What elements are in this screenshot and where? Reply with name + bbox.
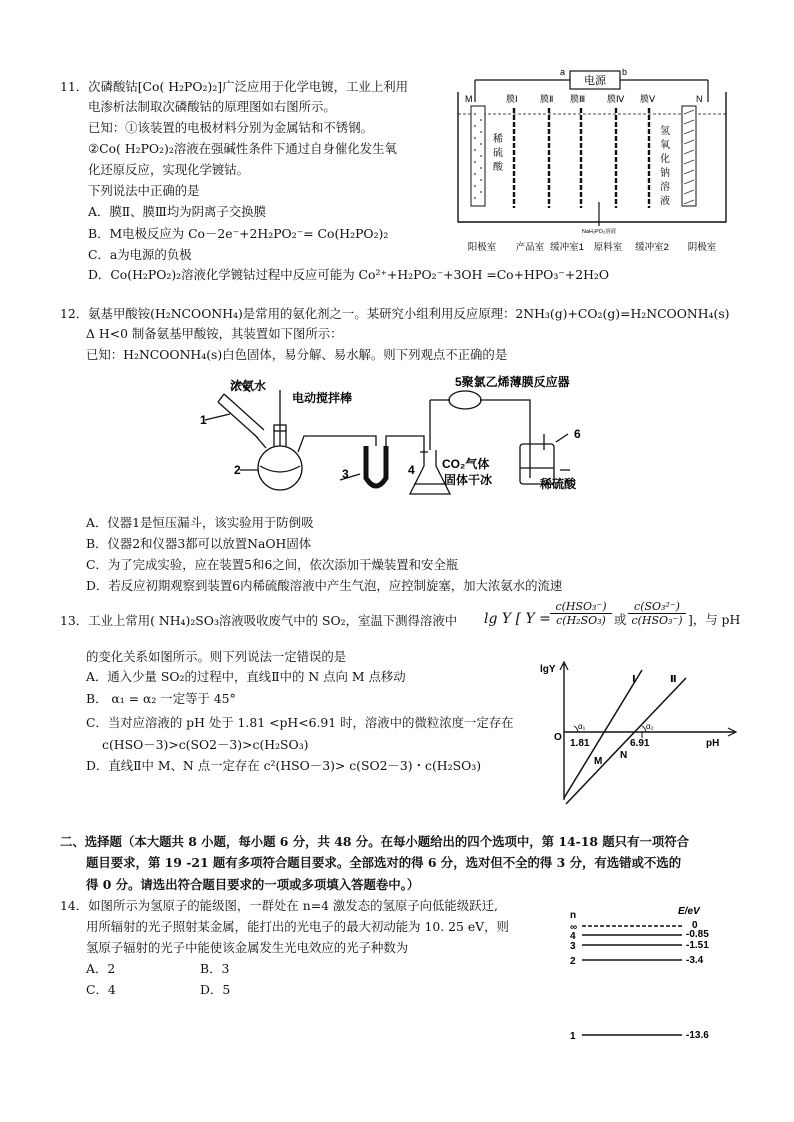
line-i [564,670,642,798]
level-inf-e: 0 [692,920,698,931]
film-reactor [449,391,481,409]
chart-xlabel: pH [706,738,720,749]
right-solution-char-3: 化 [660,154,670,165]
label-n1: 1 [200,413,207,427]
q14-stem-line-3: 氢原子辐射的光子中能使该金属发生光电效应的光子种数为 [86,940,409,955]
q12-option-b[interactable]: B．仪器2和仪器3都可以放置NaOH固体 [86,536,312,551]
q11-option-d[interactable]: D．Co(H₂PO₂)₂溶液化学镀钴过程中反应可能为 Co²⁺+H₂PO₂⁻+3OH =Co+HPO₃⁻+2H₂O [88,267,610,282]
right-solution-char-5: 溶 [660,182,670,193]
label-n2: 2 [234,463,241,477]
section-2-instructions-3: 得 0 分。请选出符合题目要求的一项或多项填入答题卷中。） [86,877,420,892]
label-n4: 4 [408,463,415,477]
q13-stem-line-1-end: ]，与 pH [688,612,741,627]
membrane-label-1: 膜Ⅰ [506,94,518,104]
membrane-label-3: 膜Ⅲ [570,94,586,104]
q11-stem-line-1: 11．次磷酸钴[Co( H₂PO₂)₂]广泛应用于化学电镀，工业上利用 [60,79,408,94]
q11-option-c[interactable]: C．a为电源的负极 [88,247,192,262]
q13-fraction-1-den: c(H₂SO₃) [550,613,612,627]
terminal-a: a [560,67,566,77]
q12-option-c[interactable]: C．为了完成实验，应在装置5和6之间，依次添加干燥装置和安全瓶 [86,557,459,572]
q13-stem-line-2: 的变化关系如图所示。则下列说法一定错误的是 [86,649,347,664]
label-dry-ice: 固体干冰 [444,473,493,487]
left-solution-char-2: 硫 [493,148,503,159]
level-inf-n: ∞ [570,922,578,933]
chart-alpha-2: α₂ [646,722,654,731]
u-tube [366,446,386,486]
chart-ylabel: lgY [540,664,556,675]
chart-tick-2: 6.91 [630,738,650,749]
q14-stem-line-1: 14．如图所示为氢原子的能级图，一群处在 n=4 激发态的氢原子向低能级跃迁, [60,898,498,913]
q12-option-a[interactable]: A．仪器1是恒压漏斗，该实验用于防倒吸 [86,515,314,530]
q11-known-1: 已知：①该装置的电极材料分别为金属钴和不锈钢。 [88,120,373,135]
q13-option-a[interactable]: A．通入少量 SO₂的过程中，直线Ⅱ中的 N 点向 M 点移动 [86,669,406,684]
chamber-cathode: 阴极室 [687,242,717,253]
label-reactor: 5聚氯乙烯薄膜反应器 [455,375,570,389]
chamber-buffer-1: 缓冲室1 [550,242,584,253]
level-4-n: 4 [570,931,576,942]
q14-option-c[interactable]: C．4 [86,982,116,997]
level-2-n: 2 [570,956,576,967]
q13-option-d[interactable]: D．直线Ⅱ中 M、N 点一定存在 c²(HSO－3)> c(SO2－3)・c(H₂SO₃) [86,758,482,773]
section-2-instructions-2: 题目要求，第 19 -21 题有多项符合题目要求。全部选对的得 6 分，选对但不全的得 3 分，有选错或不选的 [86,855,682,870]
electrode-m-label: M [465,94,473,104]
membrane-label-4: 膜Ⅳ [607,94,625,104]
lgy-ph-chart [530,658,745,806]
q13-option-b[interactable]: B． α₁ = α₂ 一定等于 45° [86,691,236,706]
right-solution-char-2: 氧 [660,140,670,151]
q11-stem-line-2: 电渗析法制取次磷酸钴的原理图如右图所示。 [88,99,336,114]
levels-n-label: n [570,910,577,921]
q13-formula-or: 或 [614,612,627,627]
q11-option-b[interactable]: B．M电极反应为 Co－2e⁻+2H₂PO₂⁻= Co(H₂PO₂)₂ [88,226,389,241]
q14-option-b[interactable]: B．3 [200,961,230,976]
chamber-product: 产品室 [515,242,545,253]
label-co2: CO₂气体 [442,457,490,471]
label-ammonia: 浓氨水 [230,379,267,393]
electrode-n [682,106,696,206]
q13-fraction-2 [628,600,686,627]
q14-option-a[interactable]: A．2 [86,961,116,976]
label-dilute-acid: 稀硫酸 [540,477,577,491]
chart-line-i-label: Ⅰ [632,674,636,685]
hydrogen-energy-levels [560,902,745,1042]
chart-point-m: M [594,756,603,767]
q11-known-2: ②Co( H₂PO₂)₂溶液在强碱性条件下通过自身催化发生氧 [88,141,397,156]
q12-option-d[interactable]: D．若反应初期观察到装置6内稀硫酸溶液中产生气泡，应控制旋塞，加大浓氨水的流速 [86,578,563,593]
label-n6: 6 [574,427,581,441]
electrode-n-label: N [696,94,703,104]
left-solution-char-1: 稀 [493,134,503,145]
level-3-n: 3 [570,941,576,952]
chamber-feed: 原料室 [593,242,623,253]
membrane-label-5: 膜Ⅴ [640,94,656,104]
q11-prompt: 下列说法中正确的是 [88,183,200,198]
q13-option-c[interactable]: C．当对应溶液的 pH 处于 1.81 <pH<6.91 时，溶液中的微粒浓度一定存在 [86,715,514,730]
levels-e-label: E/eV [678,906,700,917]
chart-line-ii-label: Ⅱ [670,674,677,685]
level-2-e: -3.4 [686,955,704,966]
chart-alpha-1: α₁ [578,722,586,731]
chart-tick-1: 1.81 [570,738,590,749]
pressure-funnel [218,394,266,448]
level-1-n: 1 [570,1031,576,1042]
right-solution-char-1: 氢 [660,126,670,137]
q14-option-d[interactable]: D．5 [200,982,231,997]
q12-stem-line-2: Δ H<0 制备氨基甲酸铵，其装置如下图所示： [86,326,343,341]
chart-origin: O [554,732,562,743]
label-stirrer: 电动搅拌棒 [292,391,353,405]
power-label: 电源 [584,75,606,87]
q13-fraction-1-num: c(HSO₃⁻) [555,600,607,613]
label-n3: 3 [342,467,349,481]
q11-known-2-cont: 化还原反应，实现化学镀钴。 [88,162,250,177]
ammonium-carbamate-apparatus [200,370,590,505]
q13-formula-lg: lg Y [ Y = [484,611,551,627]
membrane-label-2: 膜Ⅱ [540,94,554,104]
terminal-b: b [622,67,628,77]
electrode-m [471,106,485,206]
level-1-e: -13.6 [686,1030,709,1041]
q12-known: 已知：H₂NCOONH₄(s)白色固体，易分解、易水解。则下列观点不正确的是 [86,347,508,362]
q14-stem-line-2: 用所辐射的光子照射某金属，能打出的光电子的最大初动能为 10. 25 eV，则 [86,919,509,934]
q13-option-c-cont: c(HSO－3)>c(SO2－3)>c(H₂SO₃) [102,737,309,752]
q11-option-a[interactable]: A．膜Ⅱ、膜Ⅲ均为阴离子交换膜 [88,204,267,219]
right-solution-char-6: 液 [660,196,670,207]
q13-fraction-2-den: c(HSO₃⁻) [628,613,686,627]
q13-fraction-2-num: c(SO₃²⁻) [634,600,680,613]
feed-label: NaH₂PO₂溶液 [581,229,617,235]
electrodialysis-diagram [450,62,735,258]
section-2-instructions-1: 二、选择题（本大题共 8 小题，每小题 6 分，共 48 分。在每小题给出的四个选项中，第 14-18 题只有一项符合 [60,834,690,849]
chamber-anode: 阳极室 [467,242,497,253]
right-solution-char-4: 钠 [660,168,670,179]
level-4-e: -0.85 [686,929,709,940]
left-solution-char-3: 酸 [493,162,503,173]
q12-stem-line-1: 12．氨基甲酸铵(H₂NCOONH₄)是常用的氨化剂之一。某研究小组利用反应原理：2NH₃(g)+CO₂(g)=H₂NCOONH₄(s) [60,306,730,321]
q13-stem-line-1: 13．工业上常用( NH₄)₂SO₃溶液吸收废气中的 SO₂，室温下测得溶液中 [60,613,458,628]
chart-point-n: N [620,750,628,761]
chamber-buffer-2: 缓冲室2 [635,242,669,253]
level-3-e: -1.51 [686,940,709,951]
q13-fraction-1 [550,600,612,627]
